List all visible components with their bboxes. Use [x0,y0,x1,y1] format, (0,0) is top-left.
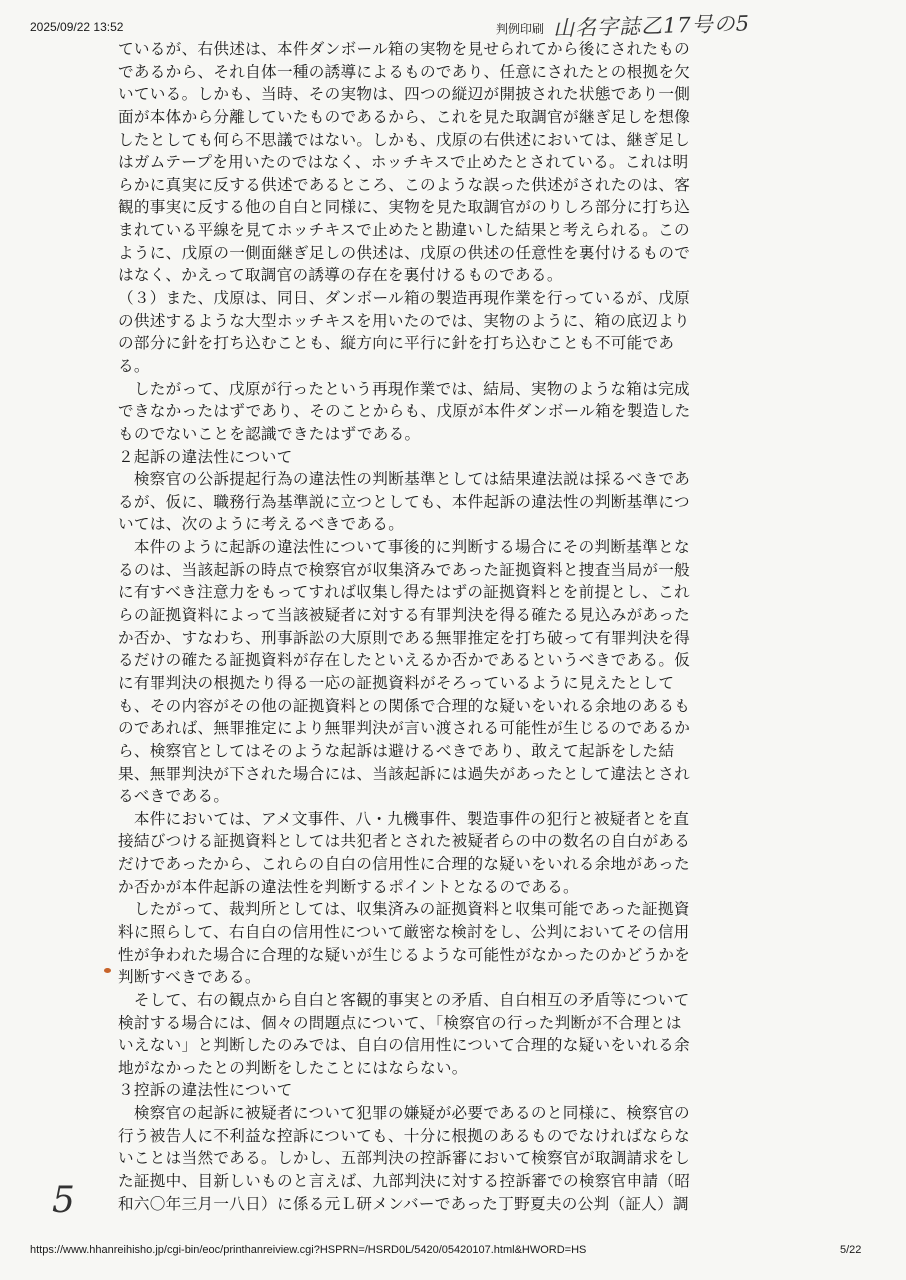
text-line: 和六〇年三月一八日）に係る元Ｌ研メンバーであった丁野夏夫の公判（証人）調 [118,1194,689,1213]
text-line: であるから、それ自体一種の誘導によるものであり、任意にされたとの根拠を欠 [118,62,691,81]
footer-url: https://www.hhanreihisho.jp/cgi-bin/eoc/printhanreiview.cgi?HSPRN=/HSRD0L/5420/05420107.html&HWORD=HS [30,1244,587,1256]
text-line: 地がなかったとの判断をしたことにはならない。 [118,1058,468,1077]
text-line: 面が本体から分離していたものであるから、これを見た取調官が継ぎ足しを想像 [118,107,691,126]
print-datetime: 2025/09/22 13:52 [30,20,124,34]
text-line: （３）また、戊原は、同日、ダンボール箱の製造再現作業を行っているが、戊原 [118,289,691,308]
text-line: か否かが本件起訴の違法性を判断するポイントとなるのである。 [118,877,579,896]
text-line: るのは、当該起訴の時点で検察官が収集済みであった証拠資料と捜査当局が一般 [118,560,691,579]
text-line: た証拠中、目新しいものと言えば、九部判決に対する控訴審での検察官申請（昭 [118,1172,691,1191]
text-line: 果、無罪判決が下された場合には、当該起訴には過失があったとして違法とされ [118,764,691,783]
footer-page-number: 5/22 [840,1244,862,1256]
text-line: るだけの確たる証拠資料が存在したといえるか否かであるというべきである。仮 [118,651,691,670]
text-line: ３控訴の違法性について [118,1081,293,1100]
text-line: ２起訴の違法性について [118,447,293,466]
text-line: る。 [118,356,150,375]
text-line: か否か、すなわち、刑事訴訟の大原則である無罪推定を打ち破って有罪判決を得 [118,628,691,647]
text-line: したとしても何ら不思議ではない。しかも、戊原の右供述においては、継ぎ足し [118,130,691,149]
text-line: 行う被告人に不利益な控訴についても、十分に根拠のあるものでなければならな [118,1126,690,1145]
text-line: も、その内容がその他の証拠資料との関係で合理的な疑いをいれる余地のあるも [118,696,691,715]
text-line: そして、右の観点から自白と客観的事実との矛盾、自白相互の矛盾等について [118,990,690,1009]
text-line: 検討する場合には、個々の問題点について、「検察官の行った判断が不合理とは [118,1013,682,1032]
text-line: ているが、右供述は、本件ダンボール箱の実物を見せられてから後にされたもの [118,40,691,58]
text-line: の供述するような大型ホッチキスを用いたのでは、実物のように、箱の底辺より [118,311,690,330]
text-line: るべきである。 [118,787,230,806]
text-line: ものでないことを認識できたはずである。 [118,424,421,443]
text-line: に有罪判決の根拠たり得る一応の証拠資料がそろっているように見えたとして [118,673,675,692]
text-line: いては、次のように考えるべきである。 [118,515,405,534]
text-line: 本件においては、アメ文事件、八・九機事件、製造事件の犯行と被疑者とを直 [118,809,690,828]
handwritten-reference-note: 山名字誌乙17号の5 [552,11,751,41]
text-line: したがって、戊原が行ったという再現作業では、結局、実物のような箱は完成 [118,379,690,398]
text-line: 性が争われた場合に合理的な疑いが生じるような可能性がなかったのかどうかを [118,945,691,964]
text-line: 本件のように起訴の違法性について事後的に判断する場合にその判断基準とな [118,538,690,557]
text-line: らの証拠資料によって当該被疑者に対する有罪判決を得る確たる見込みがあった [118,606,691,625]
text-line: いている。しかも、当時、その実物は、四つの縦辺が開披された状態であり一側 [118,85,691,104]
text-line: るが、仮に、職務行為基準説に立つとしても、本件起訴の違法性の判断基準につ [118,492,690,511]
text-line: ら、検察官としてはそのような起訴は避けるべきであり、敢えて起訴をした結 [118,741,675,760]
text-line: 検察官の公訴提起行為の違法性の判断基準としては結果違法説は採るべきであ [118,470,691,489]
text-line: 料に照らして、右自白の信用性について厳密な検討をし、公判においてその信用 [118,922,690,941]
handwritten-page-number: 5 [52,1180,75,1221]
text-line: はなく、かえって取調官の誘導の存在を裏付けるものである。 [118,266,563,285]
document-body [118,38,778,1215]
text-line: できなかったはずであり、そのことからも、戊原が本件ダンボール箱を製造した [118,402,691,421]
text-line: いえない」と判断したのみでは、自白の信用性について合理的な疑いをいれる余 [118,1036,690,1055]
text-line: はガムテープを用いたのではなく、ホッチキスで止めたとされている。これは明 [118,153,689,172]
text-line: 検察官の起訴に被疑者について犯罪の嫌疑が必要であるのと同様に、検察官の [118,1104,690,1123]
text-line: ように、戊原の一側面継ぎ足しの供述は、戊原の供述の任意性を裏付けるもので [118,243,691,262]
text-line: したがって、裁判所としては、収集済みの証拠資料と収集可能であった証拠資 [118,900,690,919]
print-title: 判例印刷 [496,22,545,36]
text-line: らかに真実に反する供述であるところ、このような誤った供述がされたのは、客 [118,175,691,194]
text-line: まれている平線を見てホッチキスで止めたと勘違いした結果と考えられる。この [118,221,690,240]
text-line: いことは当然である。しかし、五部判決の控訴審において検察官が取調請求をし [118,1149,691,1168]
text-line: のであれば、無罪推定により無罪判決が言い渡される可能性が生じるのであるか [118,719,691,738]
text-line: に有すべき注意力をもってすれば収集し得たはずの証拠資料とを前提とし、これ [118,583,690,602]
text-line: 判断すべきである。 [118,968,261,987]
ink-speck [104,968,111,973]
text-line: だけであったから、これらの自白の信用性に合理的な疑いをいれる余地があった [118,855,690,874]
text-line: の部分に針を打ち込むことも、縦方向に平行に針を打ち込むことも不可能であ [118,334,675,353]
text-line: 観的事実に反する他の自白と同様に、実物を見た取調官がのりしろ部分に打ち込 [118,198,691,217]
text-line: 接結びつける証拠資料としては共犯者とされた被疑者らの中の数名の自白がある [118,832,691,851]
